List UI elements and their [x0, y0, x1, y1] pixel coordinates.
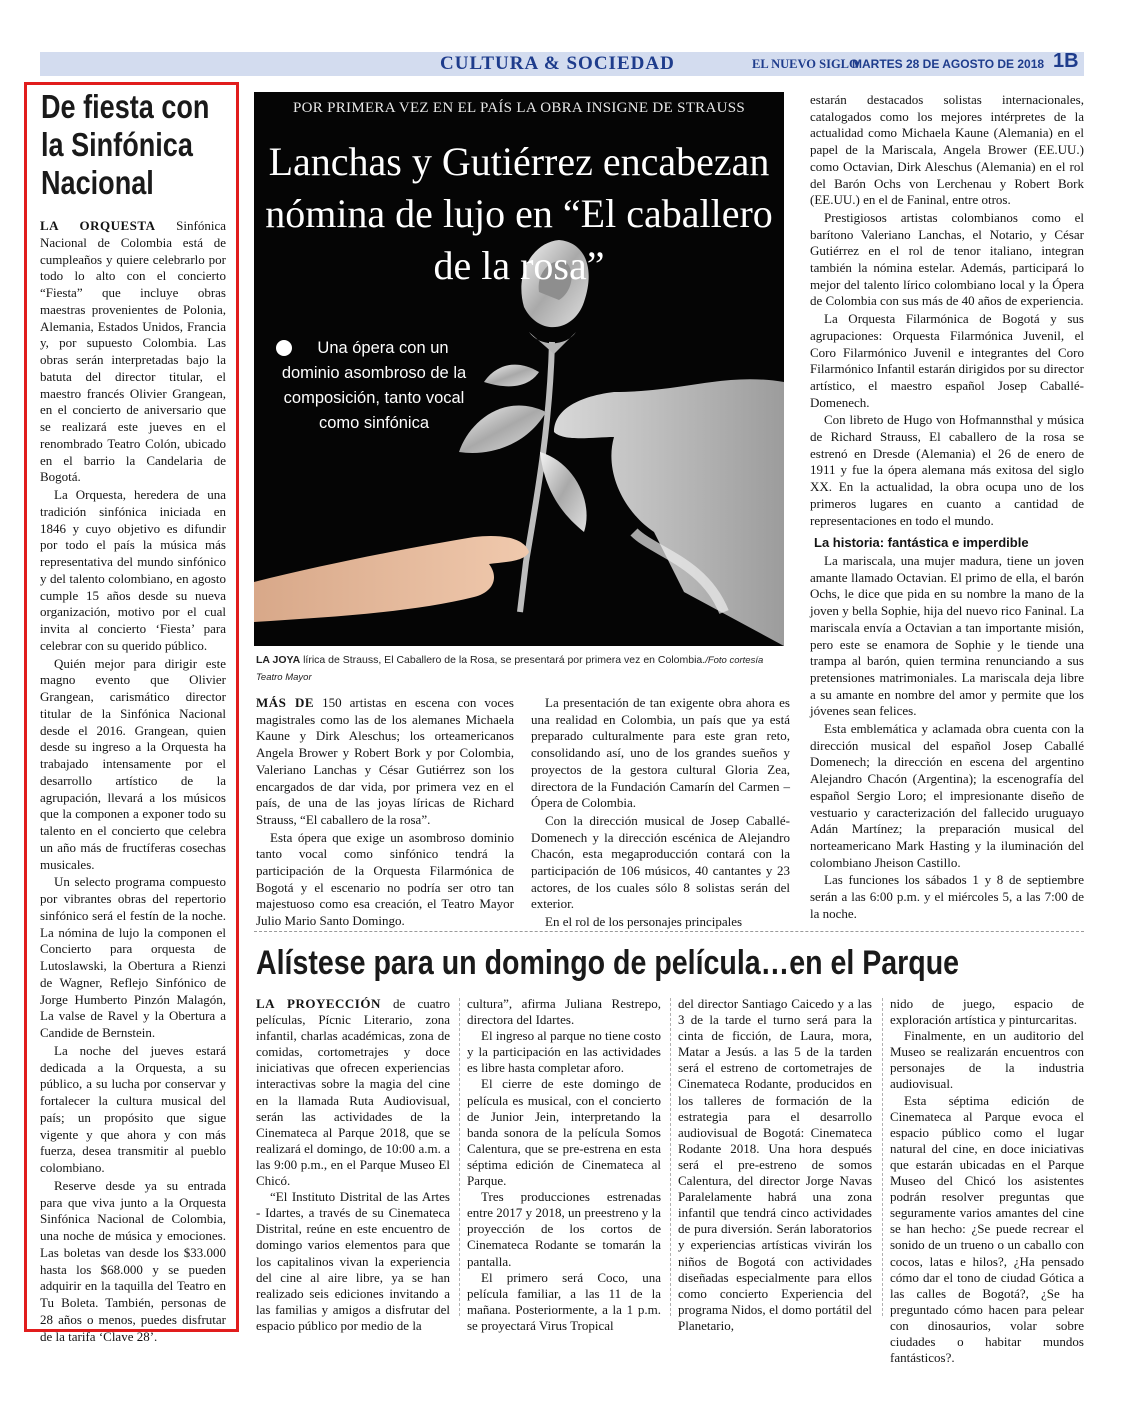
paragraph: “El Instituto Distrital de las Artes - Idartes, a través de su Cinemateca Distrital, reúne en este encuentro de domingo varios elementos para que los capitalinos vivan la experiencia del cine al aire libre, ya se han realizado seis ediciones invitando a las familias y amigos a disfrutar del espacio público por medio de la — [256, 1189, 450, 1333]
feature-column-3 — [810, 92, 1084, 923]
column-divider — [670, 998, 671, 1316]
paragraph: Tres producciones estrenadas entre 2017 y 2018, un preestreno y la proyección de los cortos de Cinemateca Rodante se tomarán la pantalla. — [467, 1189, 661, 1269]
paragraph: El ingreso al parque no tiene costo y la participación en las actividades es libre hasta completar aforo. — [467, 1028, 661, 1076]
section-name: CULTURA & SOCIEDAD — [440, 53, 675, 74]
paragraph: El primero será Coco, una película familiar, a las 11 de la mañana. Posteriormente, a la 1 p.m. se proyectará Virus Tropical — [467, 1269, 661, 1333]
paragraph: cultura”, afirma Juliana Restrepo, directora del Idartes. — [467, 996, 661, 1028]
section-divider — [254, 931, 1084, 932]
paragraph: Con la dirección musical de Josep Caballé-Domenech y la dirección escénica de Alejandro Chacón, esta megaproducción contará con la participación de 106 músicos, 40 cantantes y 23 actores, de los cuales sólo 8 solistas serán del exterior. — [531, 812, 790, 912]
lead-in: LA ORQUESTA — [40, 218, 156, 233]
column-divider — [459, 998, 460, 1316]
paragraph: La presentación de tan exigente obra ahora es una realidad en Colombia, un país que ya está preparado culturalmente para este gran reto, consolidando así, uno de los grandes sueños y proyectos de la gestora cultural Gloria Zea, directora de la Fundación Camarín del Carmen – Ópera de Colombia. — [531, 695, 790, 811]
feature-summary: Una ópera con un dominio asombroso de la composición, tanto vocal como sinfónica — [281, 339, 467, 432]
paragraph: LA PROYECCIÓN de cuatro películas, Pícnic Literario, zona infantil, charlas académicas, zona de comidas, cortometrajes y doce iniciativas que ofrecen experiencias interactivas sobre la magia del cine en la llamada Ruta Audiovisual, serán las actividades de la Cinemateca al Parque 2018, que se realizará el domingo, de 10:00 a.m. a las 9:00 p.m., en el Parque Museo El Chicó. — [256, 996, 450, 1189]
paragraph: Finalmente, en un auditorio del Museo se realizarán encuentros con personajes de la industria audiovisual. — [890, 1028, 1084, 1092]
story-headline: Alístese para un domingo de película…en el Parque — [256, 944, 960, 982]
paragraph: La Orquesta, heredera de una tradición sinfónica iniciada en 1846 y cuyo objetivo es difundir por todo el país la música más representativa del mundo sinfónico y del talento colombiano, en agosto cumple 15 años desde su nueva organización, motivo por el cual invita al concierto ‘Fiesta’ para celebrar con su querido público. — [40, 487, 226, 653]
paragraph: Prestigiosos artistas colombianos como el barítono Valeriano Lanchas, el Notario, y César Gutiérrez en el rol de tenor italiano, integran también la nómina estelar. Además, participará lo mejor del talento lírico colombiano local y la Ópera de Colombia con sus más de 40 años de experiencia. — [810, 209, 1084, 309]
paragraph: El cierre de este domingo de película es musical, con el concierto de Junior Jein, interpretando la banda sonora de la película Somos Calentura, que se pre-estrena en esta séptima edición de Cinemateca al Parque. — [467, 1076, 661, 1189]
paragraph: Las funciones los sábados 1 y 8 de septiembre serán a las 6:00 p.m. y el miércoles 5, a las 7:00 de la noche. — [810, 872, 1084, 921]
feature-headline: Lanchas y Gutiérrez encabezan nómina de lujo en “El caballero de la rosa” — [265, 139, 773, 288]
column-divider — [882, 998, 883, 1316]
paragraph: Un selecto programa compuesto por vibrantes obras del repertorio sinfónico será el festín de la noche. La nómina de lujo la componen el Concierto para orquesta de Lutoslawski, la Obertura a Rienzi de Wagner, Reflejo Sinfónico de Jorge Humberto Pinzón Malagón, La valse de Ravel y la Obertura a Candide de Bernstein. — [40, 874, 226, 1040]
section-subhead: La historia: fantástica e imperdible — [814, 535, 1029, 551]
paragraph: estarán destacados solistas internacionales, catalogados como los mejores intérpretes de la actualidad como Michaela Kaune (Alemania) en el papel de la Mariscala, Angela Brower (EE.UU.) como Octavian, Dirk Aleschus (Alemania) en el rol del Barón Ochs von Lerchenau y Robert Bork (EE.UU.) en el de Faninal, entre otros. — [810, 92, 1084, 208]
feature-column-1 — [256, 695, 514, 931]
paragraph: La Orquesta Filarmónica de Bogotá y sus agrupaciones: Orquesta Filarmónica Juvenil, el Coro Filarmónico Juvenil e integrantes del Coro Filarmónico Infantil estarán dirigidos por su director artístico, el maestro español Josep Caballé-Domenech. — [810, 311, 1084, 410]
paragraph: En el rol de los personajes principales — [545, 914, 743, 930]
story-column-1 — [256, 996, 450, 1334]
paragraph: Esta séptima edición de Cinemateca al Parque evoca el espacio público como el lugar natural del cine, en doce iniciativas que estarán ubicadas en el Parque Museo del Chicó los asistentes podrán resolver preguntas que seguramente varios amantes del cine se han hecho: ¿Se puede recrear el sonido de un trueno o un caballo con cocos, latas e hilos?, ¿Ha pensado cómo dar el tono de ciudad Gótica a las calles de Bogotá?, ¿Se ha preguntado cómo hacen para pelear con dinosaurios, volar sobre ciudades o habitar mundos fantásticos?. — [890, 1092, 1084, 1366]
paragraph: Con libreto de Hugo von Hofmannsthal y música de Richard Strauss, El caballero de la rosa se estrenó en Dresde (Alemania) el 26 de enero de 1911 y fue la ópera alemana más exitosa del siglo XX. En la actualidad, la obra ocupa uno de los primeros lugares en cuanto a cantidad de representaciones en todo el mundo. — [810, 412, 1084, 528]
issue-date: MARTES 28 DE AGOSTO DE 2018 — [852, 57, 1045, 71]
page-number: 1B — [1053, 50, 1079, 72]
sidebar-headline: De fiesta con la Sinfónica Nacional — [41, 88, 210, 201]
photo-caption: LA JOYA lírica de Strauss, El Caballero de la Rosa, se presentará por primera vez en Colombia./Foto cortesía Teatro Mayor — [256, 654, 764, 683]
caption-lead: LA JOYA — [256, 654, 301, 666]
story-column-2 — [467, 996, 661, 1334]
sidebar-article-body — [40, 218, 226, 1346]
feature-column-2 — [531, 695, 790, 932]
paragraph: MÁS DE 150 artistas en escena con voces magistrales como las de los alemanes Michaela Kaune y Dirk Aleschus; los orteamericanos Angela Brower y Robert Bork y por Colombia, Valeriano Lanchas y César Gutiérrez son los encargados de dar vida, por primera vez en el país, de una de las joyas líricas de Richard Strauss, “El caballero de la rosa”. — [256, 695, 514, 827]
paragraph: La mariscala, una mujer madura, tiene un joven amante llamado Octavian. El primo de ella, el barón Ochs, le dice que pida en su nombre la mano de la joven y bella Sophie, hija del nuevo rico Faninal. La mariscala envía a Octavian a tan importante misión, pero este se enamora de Sophie y le tiende una trampa al barón, quien termina renunciando a sus pretensiones matrimoniales. La mariscala deja libre a su amante en nombre del amor y permite que los jóvenes sean felices. — [810, 552, 1084, 719]
feature-kicker: POR PRIMERA VEZ EN EL PAÍS LA OBRA INSIGNE DE STRAUSS — [292, 100, 746, 116]
story-column-3 — [678, 996, 872, 1334]
paragraph: Esta emblemática y aclamada obra cuenta con la dirección musical del español Josep Caballé Domenech; la dirección en escena del argentino Alejandro Chacón (Argentina); la escenografía del español Sergio Loro; el impresionante diseño de vestuario y caracterización del fallecido uruguayo Adán Martínez; la preparación musical del norteamericano Mark Hasting y la iluminación del colombiano Jheison Castillo. — [810, 721, 1084, 870]
paragraph: LA ORQUESTA Sinfónica Nacional de Colombia está de cumpleaños y quiere celebrarlo por todo lo alto con el concierto “Fiesta” que incluye obras maestras provenientes de Polonia, Alemania, Estados Unidos, Francia y, por supuesto Colombia. Las obras serán interpretadas bajo la batuta del director titular, el maestro francés Olivier Grangean, en el concierto de aniversario que se realizará este jueves en el renombrado Teatro Colón, ubicado en el barrio la Candelaria de Bogotá. — [40, 218, 227, 485]
paragraph: Esta ópera que exige un asombroso dominio tanto vocal como sinfónico tendrá la participación de la Orquesta Filarmónica de Bogotá y el escenario no podría ser otro tan majestuoso como esa creación, el Teatro Mayor Julio Mario Santo Domingo. — [256, 829, 514, 929]
paragraph: La noche del jueves estará dedicada a la Orquesta, a su público, a su lucha por conservar y fortalecer la cultura musical del país; un propósito que sigue vigente y que ahora y con más fuerza, desea transmitir al pueblo colombiano. — [40, 1042, 226, 1175]
paragraph: Quién mejor para dirigir este magno evento que Olivier Grangean, carismático director titular de la Sinfónica Nacional desde el 2016. Grangean, quien desde su ingreso a la Orquesta ha trabajado intensamente por el desarrollo artístico de la agrupación, llevará a los músicos que la componen a exponer todo su talento en el concierto que celebra un año más de fructíferas cosechas musicales. — [40, 655, 226, 872]
paragraph: nido de juego, espacio de exploración artística y pinturcaritas. — [890, 996, 1084, 1028]
photo-credit: /Foto cortesía Teatro Mayor — [256, 655, 764, 683]
paragraph: del director Santiago Caicedo y a las 3 de la tarde el turno será para la cinta de ficción, de Laura, mora, Matar a Jesús. a las 5 de la tarden será el estreno de cortometrajes de Cinemateca Rodante, producidos en los talleres de formación de la estrategia para el desarrollo audiovisual de Bogotá: Cinemateca Rodante 2018. Una hora después será el pre-estreno de somos Calentura, del director Jorge Navas Paralelamente habrá una zona infantil que tendrá cinco actividades de pura diversión. Serán laboratorios y experiencias artísticas vivirán los niños de Bogotá con actividades diseñadas especialmente para ellos como concierto Experiencia del programa Nidos, el domo portátil del Planetario, — [678, 996, 872, 1333]
paragraph: Reserve desde ya su entrada para que viva junto a la Orquesta Sinfónica Nacional de Colombia, una noche de música y emociones. Las boletas van desde los $33.000 hasta los $68.000 y se pueden adquirir en la taquilla del Teatro en Tu Boleta. También, personas de 28 años o menos, puedes disfrutar de la tarifa ‘Clave 28’. — [40, 1177, 226, 1344]
story-column-4 — [890, 996, 1084, 1366]
feature-photo — [254, 92, 784, 646]
newspaper-name: EL NUEVO SIGLO — [752, 57, 859, 71]
